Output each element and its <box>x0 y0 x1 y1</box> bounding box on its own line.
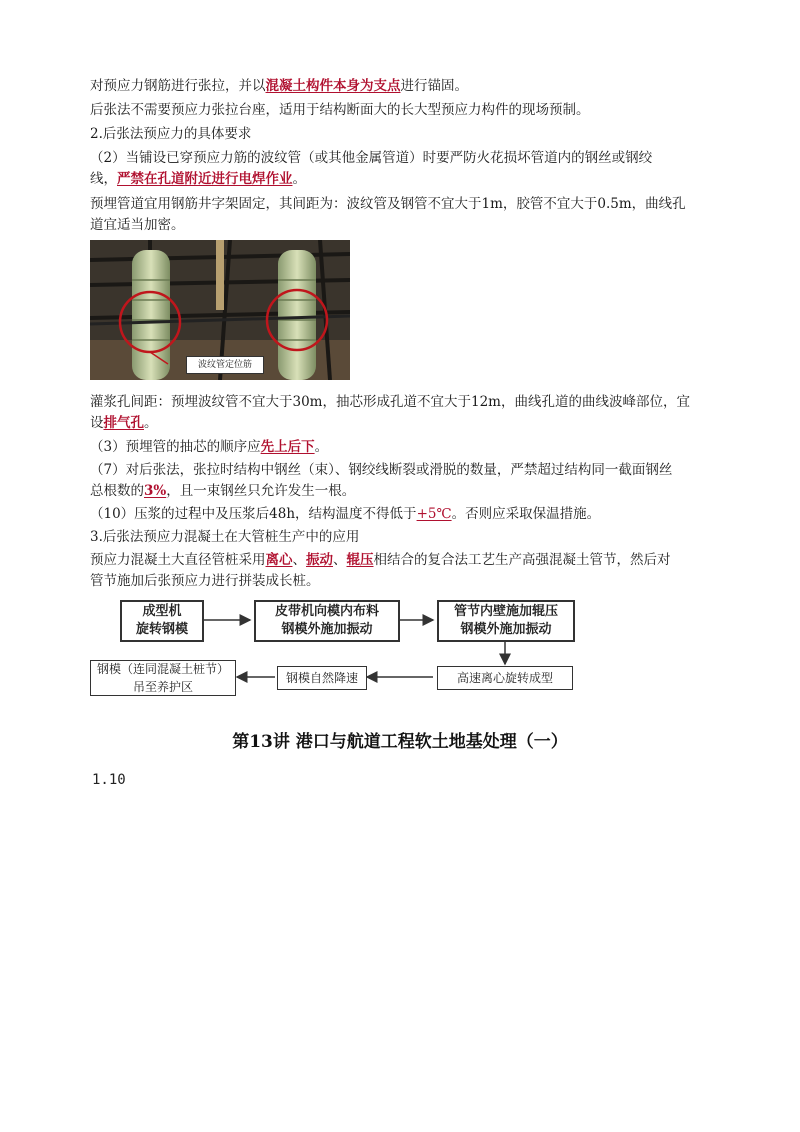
paragraph-grout-hole-spacing: 灌浆孔间距：预埋波纹管不宜大于30m，抽芯形成孔道不宜大于12m，曲线孔道的曲线波峰部位，宜 <box>90 394 690 410</box>
highlight-top-then-bottom: 先上后下 <box>260 439 315 455</box>
photo-caption: 波纹管定位筋 <box>186 356 264 374</box>
flow-step-molding-machine: 成型机 旋转钢模 <box>120 600 204 642</box>
section-title: 第13讲 港口与航道工程软土地基处理（一） <box>232 732 568 752</box>
flow-step-roller-pressing: 管节内壁施加辊压 钢模外施加振动 <box>437 600 575 642</box>
paragraph-wire-breakage-cont: 总根数的3%，且一束钢丝只允许发生一根。 <box>90 483 356 499</box>
paragraph-core-pulling-order: （3）预埋管的抽芯的顺序应先上后下。 <box>90 439 329 455</box>
highlight-three-percent: 3% <box>144 483 167 499</box>
paragraph-composite-process-cont: 管节施加后张预应力进行拼装成长桩。 <box>90 573 320 589</box>
section-number: 1.10 <box>92 772 126 788</box>
paragraph-duct-protection: （2）当铺设已穿预应力筋的波纹管（或其他金属管道）时要严防火花损坏管道内的钢丝或钢绞 <box>90 150 653 166</box>
highlight-vent-hole: 排气孔 <box>103 415 144 431</box>
flow-step-lift-to-curing: 钢模（连同混凝土桩节） 吊至养护区 <box>90 660 236 696</box>
highlight-roller-pressing: 辊压 <box>346 552 374 568</box>
subheading-pile-application: 3.后张法预应力混凝土在大管桩生产中的应用 <box>90 529 360 545</box>
paragraph-grouting-temperature: （10）压浆的过程中及压浆后48h，结构温度不得低于+5℃。否则应采取保温措施。 <box>90 506 601 522</box>
paragraph-composite-process: 预应力混凝土大直径管桩采用离心、振动、辊压相结合的复合法工艺生产高强混凝土管节，然后对 <box>90 552 671 568</box>
paragraph-duct-spacing-cont: 道宜适当加密。 <box>90 217 185 233</box>
highlight-vibration: 振动 <box>306 552 333 568</box>
paragraph-grout-hole-spacing-cont: 设排气孔。 <box>90 415 158 431</box>
subheading-requirements: 2.后张法预应力的具体要求 <box>90 126 252 142</box>
paragraph-duct-spacing: 预埋管道宜用钢筋井字架固定，其间距为：波纹管及钢管不宜大于1m，胶管不宜大于0.5m，曲线孔 <box>90 196 686 212</box>
paragraph-wire-breakage: （7）对后张法，张拉时结构中钢丝（束）、钢绞线断裂或滑脱的数量，严禁超过结构同一截面钢丝 <box>90 462 673 478</box>
highlight-support-point: 混凝土构件本身为支点 <box>265 78 401 94</box>
paragraph-post-tension-scope: 后张法不需要预应力张拉台座，适用于结构断面大的长大型预应力构件的现场预制。 <box>90 102 590 118</box>
flow-step-belt-feeding: 皮带机向模内布料 钢模外施加振动 <box>254 600 400 642</box>
flow-step-mold-slowdown: 钢模自然降速 <box>277 666 367 690</box>
paragraph-duct-protection-cont: 线，严禁在孔道附近进行电焊作业。 <box>90 171 306 187</box>
flow-step-centrifugal-forming: 高速离心旋转成型 <box>437 666 573 690</box>
paragraph-anchoring: 对预应力钢筋进行张拉，并以混凝土构件本身为支点进行锚固。 <box>90 78 468 94</box>
highlight-no-welding: 严禁在孔道附近进行电焊作业 <box>117 171 293 187</box>
highlight-five-degrees: +5℃ <box>416 506 452 522</box>
highlight-centrifugal: 离心 <box>265 552 293 568</box>
